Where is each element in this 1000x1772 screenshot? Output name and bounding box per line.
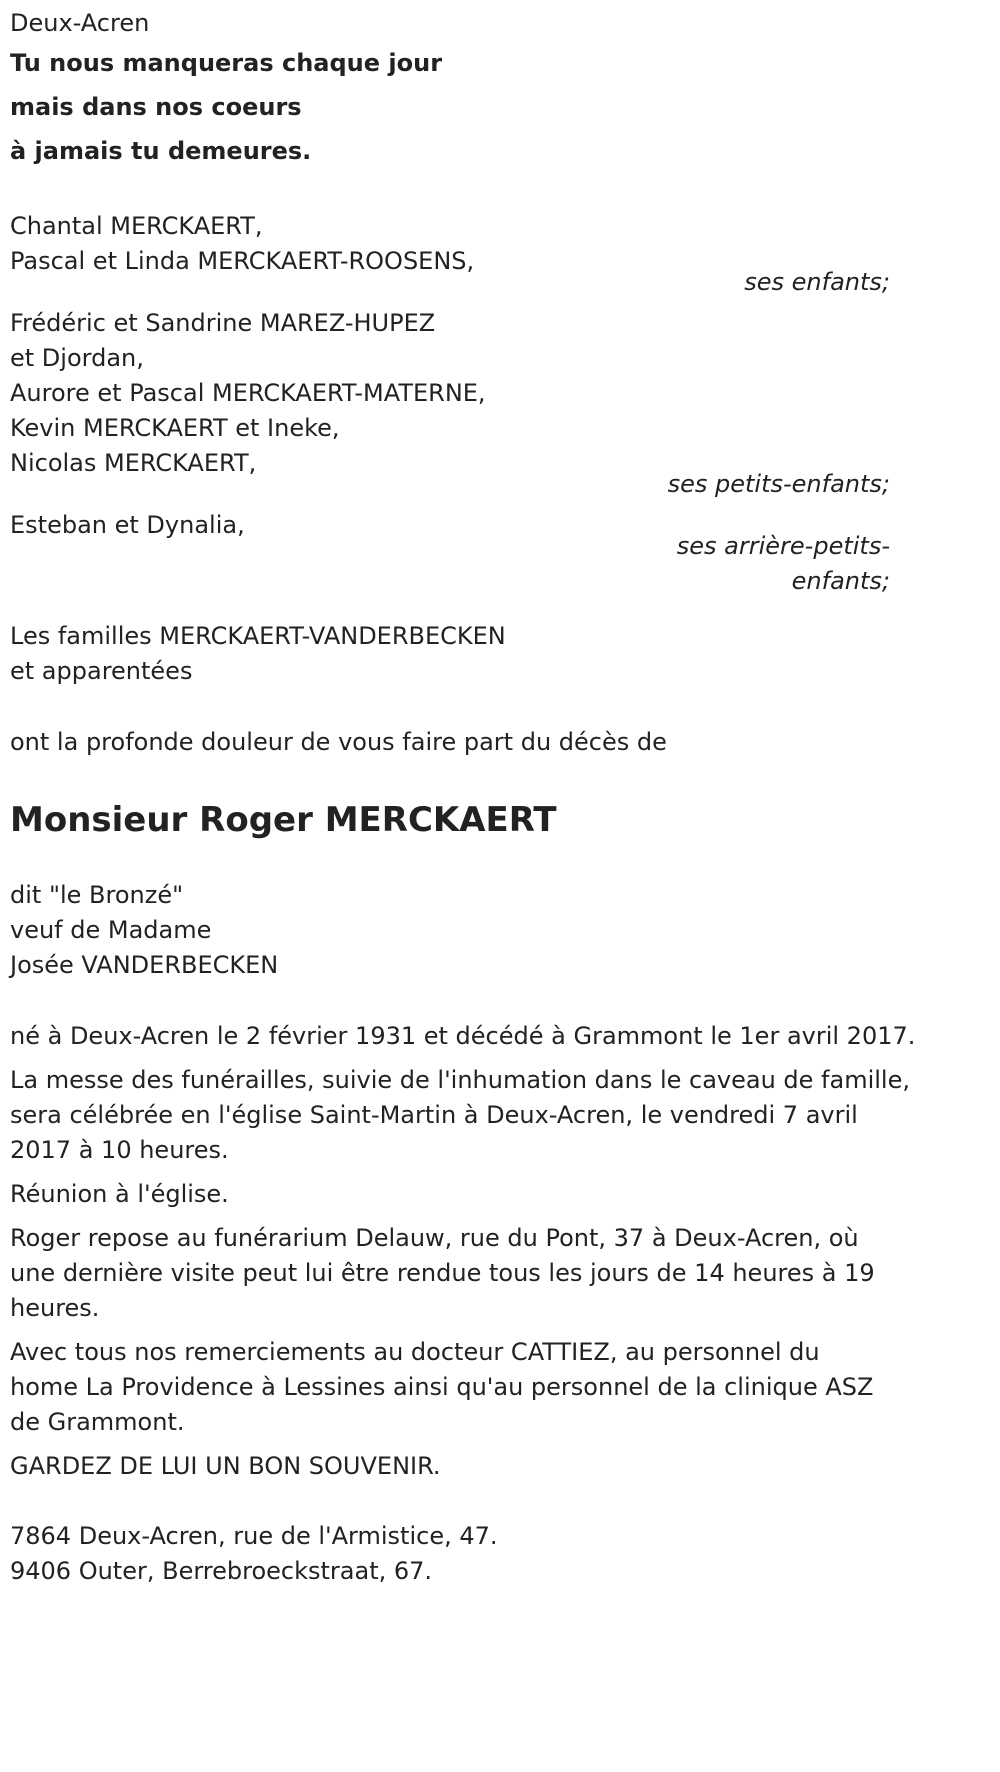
birth-death: né à Deux-Acren le 2 février 1931 et décédé à Grammont le 1er avril 2017. [10,1022,916,1050]
visit-line: une dernière visite peut lui être rendue tous les jours de 14 heures à 19 [10,1259,875,1287]
deceased-details [10,878,890,983]
great-grandchild-name: Esteban et Dynalia, [10,511,245,539]
great-grandchildren-role-line2: enfants; [791,567,890,595]
child-name: Pascal et Linda MERCKAERT-ROOSENS, [10,247,475,275]
detail-line: dit "le Bronzé" [10,881,184,909]
obituary-notice [10,6,916,1589]
grandchild-name: et Djordan, [10,344,144,372]
funeral-line: sera célébrée en l'église Saint-Martin à Deux-Acren, le vendredi 7 avril [10,1101,858,1129]
families-line: Les familles MERCKAERT-VANDERBECKEN [10,622,506,650]
great-grandchildren-role-line1: ses arrière-petits- [676,532,890,560]
announcement: ont la profonde douleur de vous faire part du décès de [10,728,667,756]
poem-line: mais dans nos coeurs [10,93,302,121]
address-line: 9406 Outer, Berrebroeckstraat, 67. [10,1557,433,1585]
closing-line: GARDEZ DE LUI UN BON SOUVENIR. [10,1452,441,1480]
grandchild-name: Aurore et Pascal MERCKAERT-MATERNE, [10,379,486,407]
visit-line: heures. [10,1294,100,1322]
grandchild-name: Nicolas MERCKAERT, [10,449,257,477]
poem-line: à jamais tu demeures. [10,137,312,165]
detail-line: veuf de Madame [10,916,212,944]
addresses [10,1519,890,1589]
address-line: 7864 Deux-Acren, rue de l'Armistice, 47. [10,1522,498,1550]
deceased-name: Monsieur Roger MERCKAERT [10,800,557,840]
children-role: ses enfants; [744,268,890,296]
children-group [10,209,890,300]
thanks-line: Avec tous nos remerciements au docteur CATTIEZ, au personnel du [10,1338,820,1366]
grandchild-name: Frédéric et Sandrine MAREZ-HUPEZ [10,309,436,337]
funeral-paragraph [10,1063,910,1168]
grandchildren-role: ses petits-enfants; [667,470,890,498]
thanks-paragraph [10,1335,890,1440]
visit-line: Roger repose au funérarium Delauw, rue du Pont, 37 à Deux-Acren, où [10,1224,859,1252]
child-name: Chantal MERCKAERT, [10,212,263,240]
grandchild-name: Kevin MERCKAERT et Ineke, [10,414,340,442]
thanks-line: home La Providence à Lessines ainsi qu'au personnel de la clinique ASZ [10,1373,874,1401]
poem-line: Tu nous manqueras chaque jour [10,49,443,77]
visit-paragraph [10,1221,890,1326]
location-heading: Deux-Acren [10,9,150,37]
poem [10,41,890,173]
families-line: et apparentées [10,657,193,685]
families-group [10,619,890,689]
great-grandchildren-group [10,508,890,599]
grandchildren-group [10,306,890,502]
thanks-line: de Grammont. [10,1408,185,1436]
funeral-line: La messe des funérailles, suivie de l'inhumation dans le caveau de famille, [10,1066,910,1094]
detail-line: Josée VANDERBECKEN [10,951,279,979]
meeting-note: Réunion à l'église. [10,1180,229,1208]
funeral-line: 2017 à 10 heures. [10,1136,229,1164]
